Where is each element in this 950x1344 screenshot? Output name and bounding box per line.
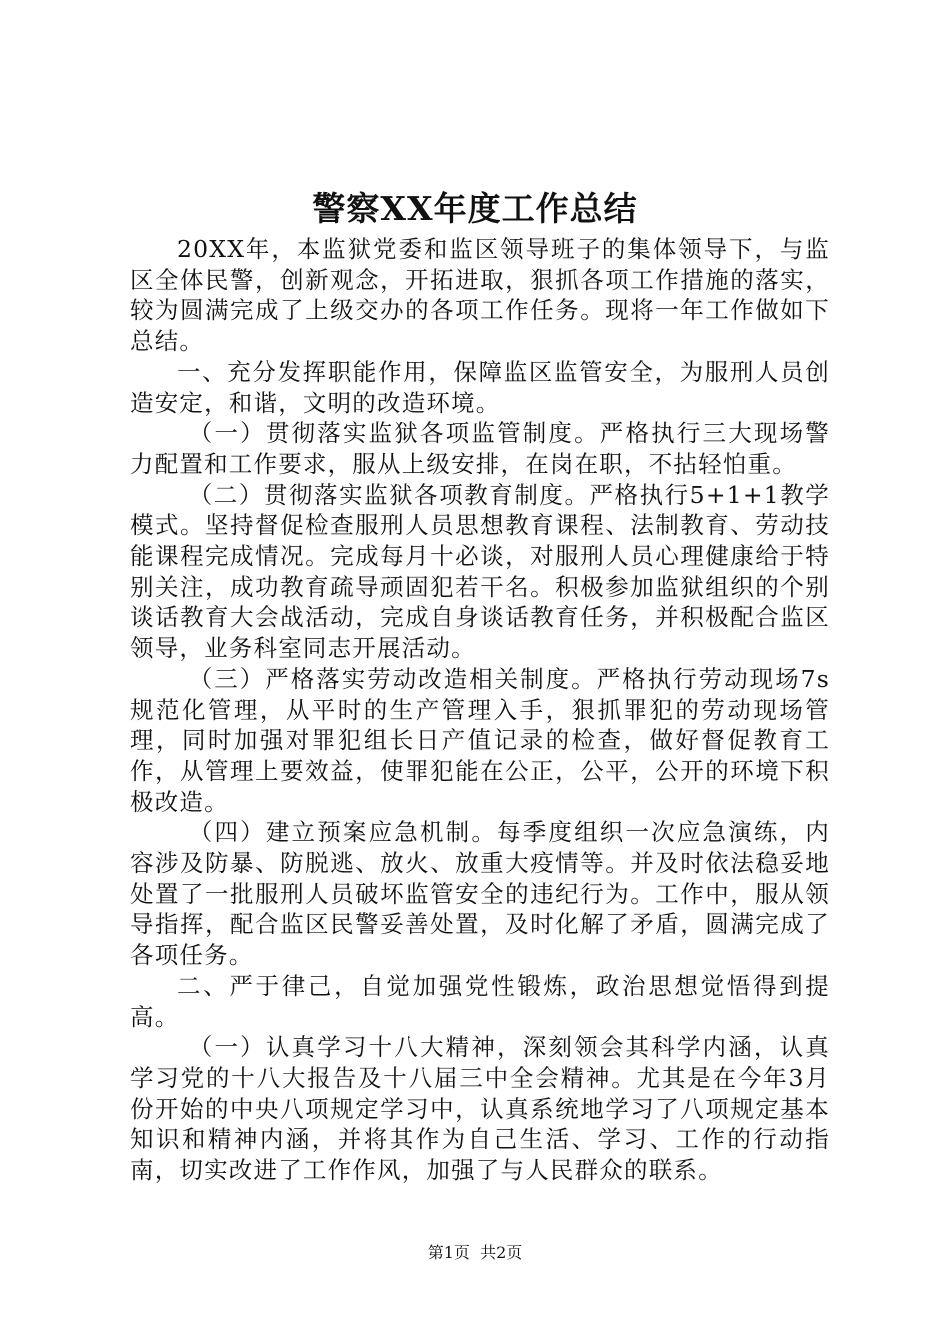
paragraph-section-1-item-2: （二）贯彻落实监狱各项教育制度。严格执行5+1+1教学模式。坚持督促检查服刑人员思想教育课程、法制教育、劳动技能课程完成情况。完成每月十必谈，对服刑人员心理健康给于特别关注，成功教育疏导顽固犯若干名。积极参加监狱组织的个别谈话教育大会战活动，完成自身谈话教育任务，并积极配合监区领导，业务科室同志开展活动。 [130, 480, 830, 663]
paragraph-section-2-item-1: （一）认真学习十八大精神，深刻领会其科学内涵，认真学习党的十八大报告及十八届三中全会精神。尤其是在今年3月份开始的中央八项规定学习中，认真系统地学习了八项规定基本知识和精神内涵，并将其作为自己生活、学习、工作的行动指南，切实改进了工作作风，加强了与人民群众的联系。 [130, 1033, 830, 1185]
paragraph-intro: 20XX年，本监狱党委和监区领导班子的集体领导下，与监区全体民警，创新观念，开拓进取，狠抓各项工作措施的落实，较为圆满完成了上级交办的各项工作任务。现将一年工作做如下总结。 [130, 235, 830, 356]
page-total: 共2页 [480, 1243, 523, 1262]
page-footer [0, 1243, 950, 1263]
page-number: 第1页 [427, 1243, 470, 1262]
document-title: 警察XX年度工作总结 [312, 189, 638, 228]
paragraph-section-2-heading: 二、严于律己，自觉加强党性锻炼，政治思想觉悟得到提高。 [130, 971, 830, 1031]
paragraph-section-1-heading: 一、充分发挥职能作用，保障监区监管安全，为服刑人员创造安定，和谐，文明的改造环境。 [130, 357, 830, 417]
document-body [130, 234, 830, 1186]
paragraph-section-1-item-3: （三）严格落实劳动改造相关制度。严格执行劳动现场7s规范化管理，从平时的生产管理入手，狠抓罪犯的劳动现场管理，同时加强对罪犯组长日产值记录的检查，做好督促教育工作，从管理上要效益，使罪犯能在公正，公平，公开的环境下积极改造。 [130, 664, 830, 816]
paragraph-section-1-item-1: （一）贯彻落实监狱各项监管制度。严格执行三大现场警力配置和工作要求，服从上级安排，在岗在职，不拈轻怕重。 [130, 419, 830, 478]
paragraph-section-1-item-4: （四）建立预案应急机制。每季度组织一次应急演练，内容涉及防暴、防脱逃、放火、放重大疫情等。并及时依法稳妥地处置了一批服刑人员破坏监管安全的违纪行为。工作中，服从领导指挥，配合监区民警妥善处置，及时化解了矛盾，圆满完成了各项任务。 [130, 818, 830, 970]
